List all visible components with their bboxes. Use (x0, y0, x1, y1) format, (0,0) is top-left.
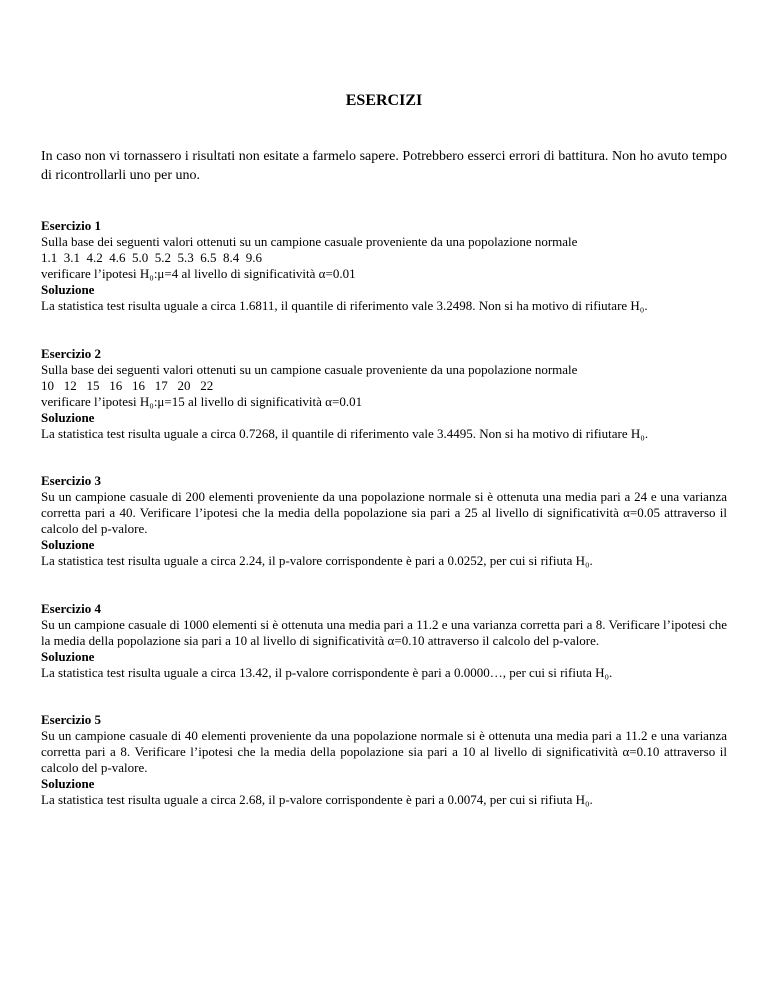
exercise-values: 1.1 3.1 4.2 4.6 5.0 5.2 5.3 6.5 8.4 9.6 (41, 250, 262, 265)
solution-text: La statistica test risulta uguale a circa 1.6811, il quantile di riferimento vale 3.2498. Non si ha motivo di rifiutare H₀. (41, 298, 648, 313)
document-title: ESERCIZI (345, 92, 423, 109)
exercise-text: Su un campione casuale di 40 elementi proveniente da una popolazione normale si è ottenuta una media pari a 11.2 e una varianza corretta pari a 8. Verificare l’ipotesi che la media della popolazione sia pari a 10 al livello di significatività α=0.10 attraverso il calcolo del p-valore. (41, 728, 727, 775)
solution-text: La statistica test risulta uguale a circa 2.68, il p-valore corrispondente è pari a 0.0074, per cui si rifiuta H₀. (41, 792, 593, 807)
exercise-title: Esercizio 5 (41, 712, 102, 727)
solution-label: Soluzione (41, 649, 95, 664)
exercise-text: Sulla base dei seguenti valori ottenuti su un campione casuale proveniente da una popolazione normale (41, 234, 578, 249)
exercise-4 (41, 601, 727, 681)
exercise-values: 10 12 15 16 16 17 20 22 (41, 378, 214, 393)
solution-label: Soluzione (41, 537, 95, 552)
exercise-1 (41, 218, 727, 314)
exercise-text: Sulla base dei seguenti valori ottenuti su un campione casuale proveniente da una popolazione normale (41, 362, 578, 377)
solution-label: Soluzione (41, 410, 95, 425)
exercise-text: Su un campione casuale di 200 elementi proveniente da una popolazione normale si è ottenuta una media pari a 24 e una varianza corretta pari a 40. Verificare l’ipotesi che la media della popolazione sia pari a 25 al livello di significatività α=0.05 attraverso il calcolo del p-valore. (41, 489, 727, 536)
exercise-text: Su un campione casuale di 1000 elementi si è ottenuta una media pari a 11.2 e una varianza corretta pari a 8. Verificare l’ipotesi che la media della popolazione sia pari a 10 al livello di significatività α=0.10 attraverso il calcolo del p-valore. (41, 617, 727, 648)
solution-label: Soluzione (41, 776, 95, 791)
exercise-title: Esercizio 4 (41, 601, 102, 616)
exercise-title: Esercizio 1 (41, 218, 102, 233)
exercise-5 (41, 712, 727, 808)
intro-paragraph: In caso non vi tornassero i risultati non esitate a farmelo sapere. Potrebbero esserci errori di battitura. Non ho avuto tempo di ricontrollarli uno per uno. (41, 149, 727, 183)
exercise-hypothesis: verificare l’ipotesi H₀:μ=4 al livello di significatività α=0.01 (41, 266, 356, 281)
exercise-hypothesis: verificare l’ipotesi H₀:μ=15 al livello di significatività α=0.01 (41, 394, 363, 409)
solution-text: La statistica test risulta uguale a circa 0.7268, il quantile di riferimento vale 3.4495. Non si ha motivo di rifiutare H₀. (41, 426, 649, 441)
exercise-3 (41, 473, 727, 569)
solution-label: Soluzione (41, 282, 95, 297)
exercise-2 (41, 346, 727, 442)
solution-text: La statistica test risulta uguale a circa 13.42, il p-valore corrispondente è pari a 0.0000…, per cui si rifiuta H₀. (41, 665, 613, 680)
solution-text: La statistica test risulta uguale a circa 2.24, il p-valore corrispondente è pari a 0.0252, per cui si rifiuta H₀. (41, 553, 593, 568)
exercise-title: Esercizio 3 (41, 473, 102, 488)
exercise-title: Esercizio 2 (41, 346, 102, 361)
